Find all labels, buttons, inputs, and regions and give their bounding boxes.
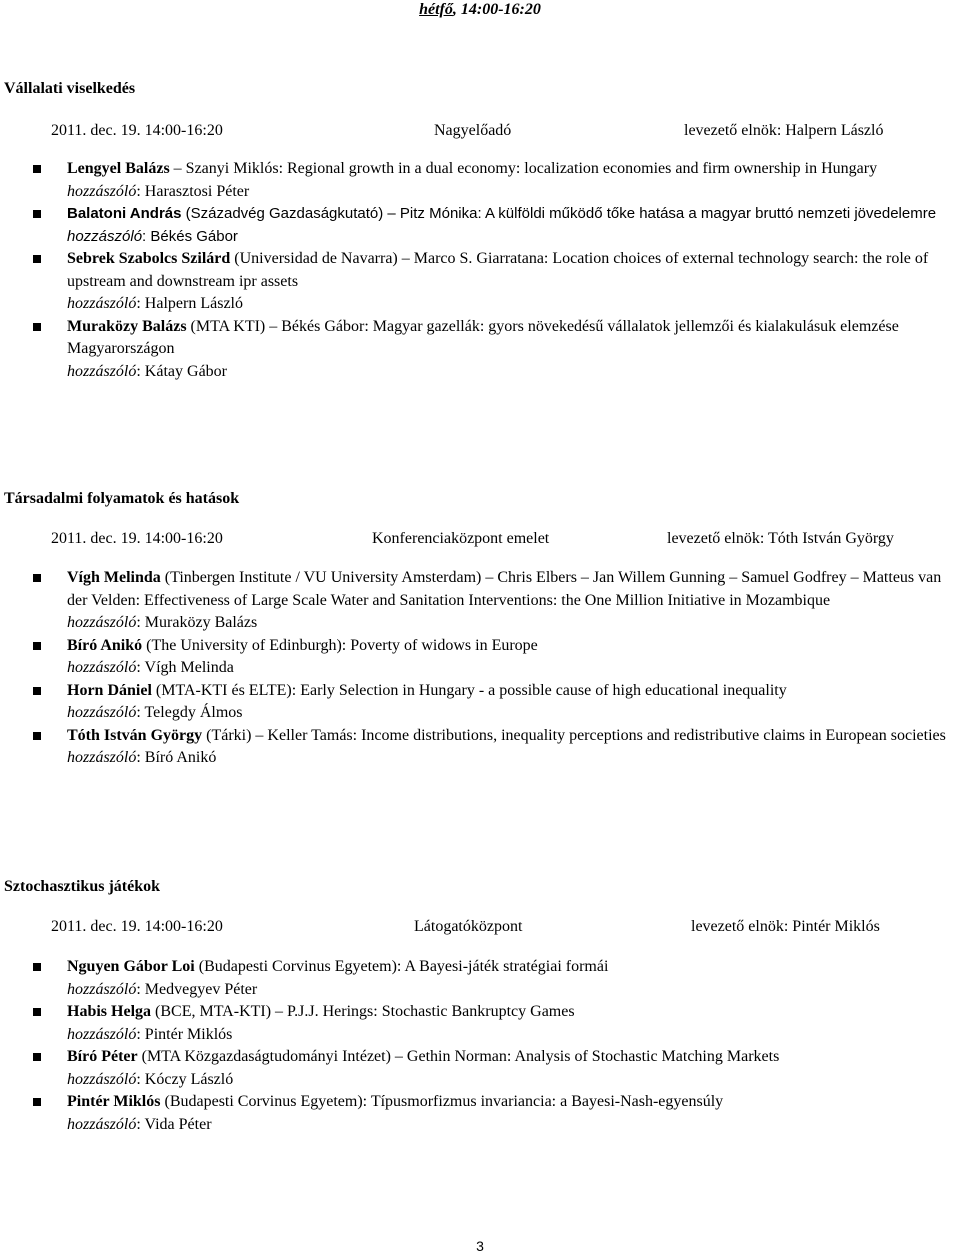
discussant-name: : Békés Gábor	[142, 227, 238, 245]
session-venue: Látogatóközpont	[414, 918, 523, 935]
bullet-icon	[33, 642, 41, 650]
presentation-item	[0, 635, 960, 680]
bullet-icon	[33, 963, 41, 971]
presentation-item	[0, 567, 960, 635]
presentation-item	[0, 158, 960, 203]
discussant-name: : Medvegyev Péter	[136, 980, 258, 998]
presentation-title: (Tinbergen Institute / VU University Amsterdam) – Chris Elbers – Jan Willem Gunning – Samuel Godfrey – Matteus van der Velden: Effectiveness of Large Scale Water and Sanitation Interventions: the One Million Initiative in Mozambique	[67, 569, 942, 609]
page-number: 3	[476, 1238, 484, 1254]
discussant-label: hozzászóló	[67, 749, 137, 766]
discussant-line	[67, 181, 956, 204]
discussant-name: : Vida Péter	[136, 1115, 212, 1133]
presentation-item	[0, 725, 960, 770]
presenter-name: Lengyel Balázs	[67, 160, 170, 177]
bullet-icon	[33, 255, 41, 263]
discussant-label: hozzászóló	[67, 227, 143, 245]
session-chair: levezető elnök: Tóth István György	[667, 530, 894, 547]
session-title: Vállalati viselkedés	[4, 80, 136, 97]
presenter-name: Habis Helga	[67, 1003, 152, 1020]
presentation-title: (MTA KTI) – Békés Gábor: Magyar gazellák: gyors növekedésű vállalatok jellemzői és kialakulásuk elemzése Magyarországon	[67, 317, 899, 357]
discussant-line	[67, 657, 956, 680]
discussant-line	[67, 1024, 956, 1047]
presentation-item	[0, 316, 960, 384]
session-chair: levezető elnök: Pintér Miklós	[691, 918, 880, 935]
presenter-name: Balatoni András	[67, 205, 182, 222]
discussant-line	[67, 702, 956, 725]
session-info	[51, 916, 950, 938]
presentation-list	[0, 956, 960, 1136]
bullet-icon	[33, 1008, 41, 1016]
discussant-line	[67, 293, 956, 316]
presenter-name: Muraközy Balázs	[67, 317, 187, 335]
presentation-title: (MTA-KTI és ELTE): Early Selection in Hungary - a possible cause of high educational inequality	[151, 681, 787, 699]
discussant-label: hozzászóló	[67, 704, 137, 721]
presentation-title: (The University of Edinburgh): Poverty of widows in Europe	[142, 636, 538, 654]
discussant-label: hozzászóló	[67, 980, 137, 998]
bullet-icon	[33, 732, 41, 740]
time-label: , 14:00-16:20	[452, 1, 541, 18]
presentation-item	[0, 248, 960, 316]
presentation-title: (Budapesti Corvinus Egyetem): Típusmorfizmus invariancia: a Bayesi-Nash-egyensúly	[160, 1093, 724, 1110]
session-date: 2011. dec. 19. 14:00-16:20	[51, 918, 223, 935]
discussant-name: : Bíró Anikó	[136, 749, 217, 766]
presentation-item	[0, 203, 960, 248]
discussant-label: hozzászóló	[67, 1115, 137, 1133]
discussant-label: hozzászóló	[67, 182, 137, 200]
presenter-name: Nguyen Gábor Loi	[67, 958, 195, 975]
bullet-icon	[33, 1053, 41, 1061]
discussant-name: : Halpern László	[136, 295, 243, 312]
session-title: Társadalmi folyamatok és hatások	[4, 490, 240, 507]
discussant-name: : Harasztosi Péter	[136, 182, 250, 200]
discussant-line	[67, 747, 956, 770]
presenter-name: Pintér Miklós	[67, 1093, 161, 1110]
presentation-list	[0, 158, 960, 383]
discussant-name: : Pintér Miklós	[136, 1025, 233, 1043]
session-info	[51, 528, 950, 550]
presentation-title: (Századvég Gazdaságkutató) – Pitz Mónika: A külföldi működő tőke hatása a magyar bruttó nemzeti jövedelemre	[181, 205, 937, 222]
discussant-line	[67, 1114, 956, 1137]
discussant-name: : Vígh Melinda	[136, 659, 234, 676]
presentation-item	[0, 1046, 960, 1091]
session-title: Sztochasztikus játékok	[4, 878, 161, 895]
presenter-name: Sebrek Szabolcs Szilárd	[67, 250, 231, 267]
discussant-line	[67, 979, 956, 1002]
session-date: 2011. dec. 19. 14:00-16:20	[51, 530, 223, 547]
discussant-line	[67, 612, 956, 635]
presenter-name: Horn Dániel	[67, 681, 152, 699]
presenter-name: Bíró Péter	[67, 1048, 138, 1065]
presentation-title: (Tárki) – Keller Tamás: Income distributions, inequality perceptions and redistributive claims in European societies	[202, 726, 946, 744]
session-venue: Konferenciaközpont emelet	[372, 530, 550, 547]
discussant-name: : Kóczy László	[136, 1070, 234, 1088]
session-chair: levezető elnök: Halpern László	[684, 122, 884, 139]
bullet-icon	[33, 574, 41, 582]
discussant-name: : Kátay Gábor	[136, 362, 227, 380]
presentation-item	[0, 1001, 960, 1046]
discussant-label: hozzászóló	[67, 295, 137, 312]
discussant-label: hozzászóló	[67, 1025, 137, 1043]
session-venue: Nagyelőadó	[434, 122, 512, 139]
bullet-icon	[33, 687, 41, 695]
session-info	[51, 120, 950, 142]
bullet-icon	[33, 210, 41, 218]
presentation-item	[0, 680, 960, 725]
discussant-label: hozzászóló	[67, 1070, 137, 1088]
presenter-name: Tóth István György	[67, 726, 203, 744]
discussant-line	[67, 226, 956, 249]
discussant-line	[67, 1069, 956, 1092]
presentation-title: (Budapesti Corvinus Egyetem): A Bayesi-játék stratégiai formái	[194, 958, 609, 975]
presentation-item	[0, 956, 960, 1001]
bullet-icon	[33, 1098, 41, 1106]
discussant-name: : Muraközy Balázs	[136, 614, 258, 631]
bullet-icon	[33, 323, 41, 331]
discussant-name: : Telegdy Álmos	[136, 704, 243, 721]
presentation-title: (BCE, MTA-KTI) – P.J.J. Herings: Stochastic Bankruptcy Games	[151, 1003, 575, 1020]
presentation-item	[0, 1091, 960, 1136]
session-date: 2011. dec. 19. 14:00-16:20	[51, 122, 223, 139]
discussant-label: hozzászóló	[67, 614, 137, 631]
discussant-line	[67, 361, 956, 384]
discussant-label: hozzászóló	[67, 362, 137, 380]
presentation-title: – Szanyi Miklós: Regional growth in a dual economy: localization economies and firm ownership in Hungary	[169, 160, 878, 177]
bullet-icon	[33, 165, 41, 173]
presenter-name: Bíró Anikó	[67, 636, 143, 654]
day-time-header	[0, 0, 960, 20]
presentation-title: (Universidad de Navarra) – Marco S. Giarratana: Location choices of external technology search: the role of upstream and downstream ipr assets	[67, 250, 929, 290]
presentation-list	[0, 567, 960, 770]
presentation-title: (MTA Közgazdaságtudományi Intézet) – Gethin Norman: Analysis of Stochastic Matching Markets	[137, 1048, 780, 1065]
day-label: hétfő	[419, 1, 453, 18]
discussant-label: hozzászóló	[67, 659, 137, 676]
presenter-name: Vígh Melinda	[67, 569, 161, 586]
